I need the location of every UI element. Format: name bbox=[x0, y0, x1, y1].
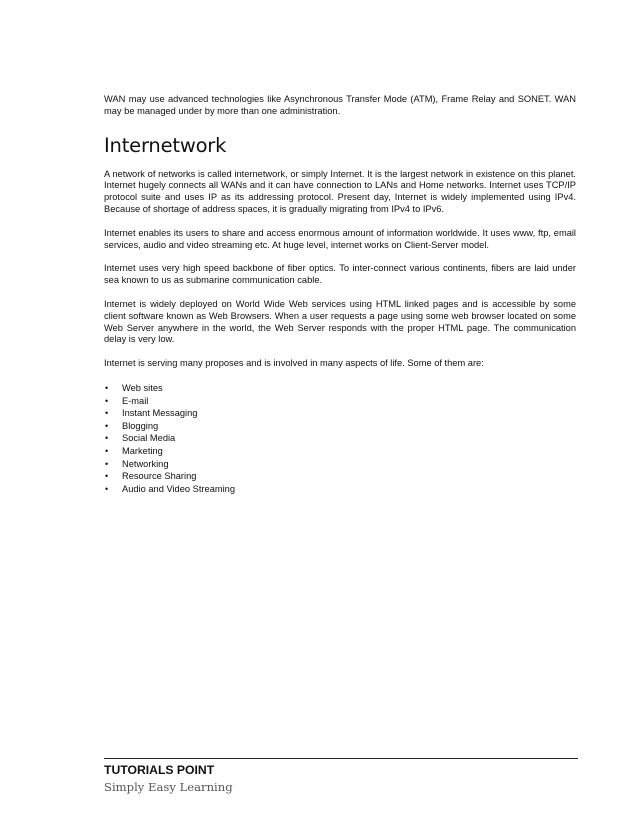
bullet-icon: • bbox=[105, 382, 109, 393]
list-item bbox=[104, 395, 576, 408]
bullet-icon: • bbox=[105, 445, 109, 456]
section-heading: Internetwork bbox=[104, 133, 227, 157]
list-item bbox=[104, 420, 576, 433]
paragraph-uses-intro: Internet is serving many proposes and is involved in many aspects of life. Some of them are: bbox=[104, 358, 484, 369]
paragraph-definition: A network of networks is called internetwork, or simply Internet. It is the largest network in existence on this planet. Internet hugely connects all WANs and it can have connection to LANs and Home networks. Internet uses TCP/IP protocol suite and uses IP as its addressing protocol. Present day, Internet is widely implemented using IPv4. Because of shortage of address spaces, it is gradually migrating from IPv4 to IPv6. bbox=[104, 168, 576, 214]
bullet-icon: • bbox=[105, 483, 109, 494]
footer-brand-title: TUTORIALS POINT bbox=[104, 763, 215, 777]
list-item-label: Social Media bbox=[122, 433, 176, 444]
list-item bbox=[104, 382, 576, 395]
bullet-icon: • bbox=[105, 408, 109, 419]
footer-tagline: Simply Easy Learning bbox=[104, 780, 233, 794]
paragraph-web: Internet is widely deployed on World Wide Web services using HTML linked pages and is accessible by some client software known as Web Browsers. When a user requests a page using some web browser located on some Web Server anywhere in the world, the Web Server responds with the proper HTML page. The communication delay is very low. bbox=[104, 298, 576, 345]
footer-divider bbox=[104, 758, 578, 759]
paragraph-services: Internet enables its users to share and access enormous amount of information worldwide. It uses www, ftp, email services, audio and video streaming etc. At huge level, internet works on Client-Server model. bbox=[104, 227, 576, 250]
list-item-label: Instant Messaging bbox=[122, 408, 198, 419]
list-item-label: Marketing bbox=[122, 445, 163, 456]
list-item-label: Audio and Video Streaming bbox=[122, 483, 236, 494]
bullet-icon: • bbox=[105, 471, 109, 482]
list-item bbox=[104, 432, 576, 445]
bullet-icon: • bbox=[105, 420, 109, 431]
list-item-label: Web sites bbox=[122, 382, 163, 393]
list-item bbox=[104, 483, 576, 496]
list-item-label: Networking bbox=[122, 458, 169, 469]
page-footer bbox=[104, 758, 578, 795]
uses-list bbox=[104, 382, 576, 495]
bullet-icon: • bbox=[105, 395, 109, 406]
bullet-icon: • bbox=[105, 433, 109, 444]
page-content bbox=[104, 94, 576, 495]
list-item-label: Blogging bbox=[122, 420, 159, 431]
list-item bbox=[104, 407, 576, 420]
list-item-label: E-mail bbox=[122, 395, 149, 406]
paragraph-backbone: Internet uses very high speed backbone of fiber optics. To inter-connect various continents, fibers are laid under sea known to us as submarine communication cable. bbox=[104, 263, 576, 286]
list-item bbox=[104, 445, 576, 458]
bullet-icon: • bbox=[105, 458, 109, 469]
list-item-label: Resource Sharing bbox=[122, 471, 197, 482]
list-item bbox=[104, 458, 576, 471]
intro-paragraph: WAN may use advanced technologies like Asynchronous Transfer Mode (ATM), Frame Relay and SONET. WAN may be managed under by more than one administration. bbox=[104, 94, 576, 116]
list-item bbox=[104, 470, 576, 483]
